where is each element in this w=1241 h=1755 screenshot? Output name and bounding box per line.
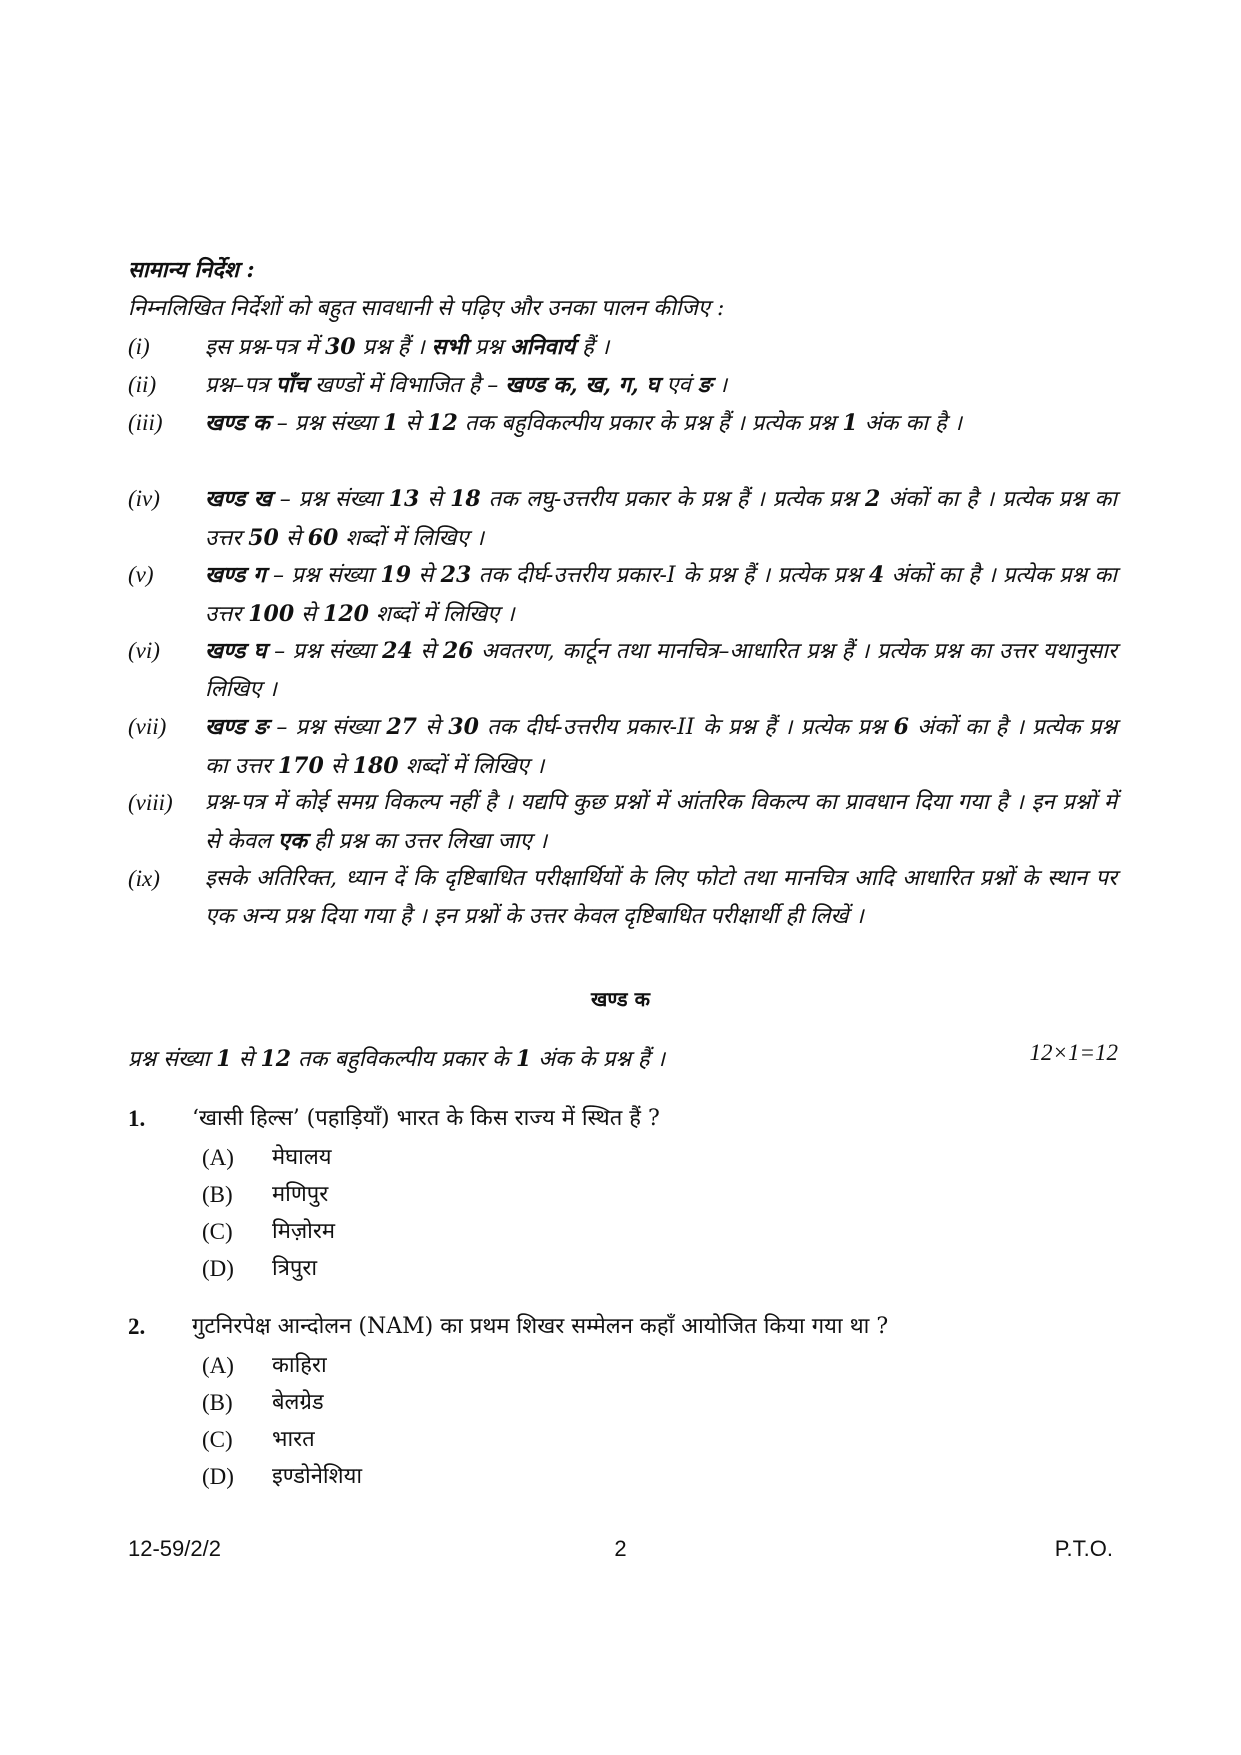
instruction-number: (i): [128, 334, 150, 359]
option-label: (A): [202, 1353, 234, 1378]
option-label: (D): [202, 1464, 234, 1489]
paper-code: 12-59/2/2: [128, 1536, 221, 1561]
instruction-number: (vii): [128, 714, 167, 739]
instruction-text: खण्ड ङ – प्रश्न संख्या 27 से 30 तक दीर्घ-उत्तरीय प्रकार-II के प्रश्न हैं । प्रत्येक प्रश्न 6 अंकों का है । प्रत्येक प्रश्न का उत्तर 170 से 180 शब्दों में लिखिए ।: [205, 714, 1117, 779]
option-label: (B): [202, 1390, 233, 1415]
instruction-text: खण्ड क – प्रश्न संख्या 1 से 12 तक बहुविकल्पीय प्रकार के प्रश्न हैं । प्रत्येक प्रश्न 1 अंक का है ।: [205, 410, 962, 436]
question-number: 1.: [128, 1106, 146, 1131]
instruction-number: (ii): [128, 372, 157, 397]
instruction-text: खण्ड ख – प्रश्न संख्या 13 से 18 तक लघु-उत्तरीय प्रकार के प्रश्न हैं । प्रत्येक प्रश्न 2 अंकों का है । प्रत्येक प्रश्न का उत्तर 50 से 60 शब्दों में लिखिए ।: [205, 486, 1117, 551]
question-text: ‘खासी हिल्स’ (पहाड़ियाँ) भारत के किस राज्य में स्थित हैं ?: [192, 1106, 660, 1131]
instructions-heading: सामान्य निर्देश :: [128, 257, 255, 283]
option-text: इण्डोनेशिया: [272, 1464, 363, 1489]
page-number: 2: [614, 1536, 627, 1561]
option-text: बेलग्रेड: [272, 1390, 324, 1415]
option-label: (D): [202, 1256, 234, 1281]
section-marks-value: 12×1=12: [1029, 1040, 1118, 1065]
instruction-number: (iv): [128, 486, 160, 511]
instruction-number: (ix): [128, 866, 160, 891]
section-marks-text: प्रश्न संख्या 1 से 12 तक बहुविकल्पीय प्रकार के 1 अंक के प्रश्न हैं ।: [128, 1046, 665, 1072]
option-text: मणिपुर: [272, 1182, 329, 1207]
instruction-text: खण्ड ग – प्रश्न संख्या 19 से 23 तक दीर्घ-उत्तरीय प्रकार-I के प्रश्न हैं । प्रत्येक प्रश्न 4 अंकों का है । प्रत्येक प्रश्न का उत्तर 100 से 120 शब्दों में लिखिए ।: [205, 562, 1118, 627]
pto-label: P.T.O.: [1054, 1536, 1113, 1561]
instruction-text: खण्ड घ – प्रश्न संख्या 24 से 26 अवतरण, कार्टून तथा मानचित्र–आधारित प्रश्न हैं । प्रत्येक प्रश्न का उत्तर यथानुसार लिखिए ।: [205, 638, 1117, 702]
instruction-number: (iii): [128, 410, 163, 435]
option-text: मेघालय: [272, 1145, 332, 1170]
instruction-text: प्रश्न-पत्र में कोई समग्र विकल्प नहीं है । यद्यपि कुछ प्रश्नों में आंतरिक विकल्प का प्रावधान दिया गया है । इन प्रश्नों में से केवल एक ही प्रश्न का उत्तर लिखा जाए ।: [205, 790, 1117, 854]
instruction-number: (v): [128, 562, 154, 587]
question-number: 2.: [128, 1314, 146, 1339]
instruction-text: इसके अतिरिक्त, ध्यान दें कि दृष्टिबाधित परीक्षार्थियों के लिए फोटो तथा मानचित्र आदि आधारित प्रश्नों के स्थान पर एक अन्य प्रश्न दिया गया है । इन प्रश्नों के उत्तर केवल दृष्टिबाधित परीक्षार्थी ही लिखें ।: [205, 866, 1117, 929]
instructions-intro: निम्नलिखित निर्देशों को बहुत सावधानी से पढ़िए और उनका पालन कीजिए :: [128, 296, 725, 321]
option-label: (B): [202, 1182, 233, 1207]
instruction-text: इस प्रश्न-पत्र में 30 प्रश्न हैं । सभी प्रश्न अनिवार्य हैं ।: [205, 334, 610, 360]
option-label: (C): [202, 1219, 233, 1244]
section-title: खण्ड क: [591, 987, 650, 1011]
question-text: गुटनिरपेक्ष आन्दोलन (NAM) का प्रथम शिखर सम्मेलन कहाँ आयोजित किया गया था ?: [192, 1314, 889, 1339]
option-label: (A): [202, 1145, 234, 1170]
option-text: त्रिपुरा: [272, 1256, 318, 1281]
option-label: (C): [202, 1427, 233, 1452]
instruction-text: प्रश्न–पत्र पाँच खण्डों में विभाजित है – खण्ड क, ख, ग, घ एवं ङ ।: [205, 372, 728, 398]
instruction-number: (viii): [128, 790, 173, 815]
option-text: भारत: [272, 1427, 315, 1452]
instruction-number: (vi): [128, 638, 160, 663]
option-text: मिज़ोरम: [272, 1219, 336, 1244]
option-text: काहिरा: [272, 1353, 327, 1378]
